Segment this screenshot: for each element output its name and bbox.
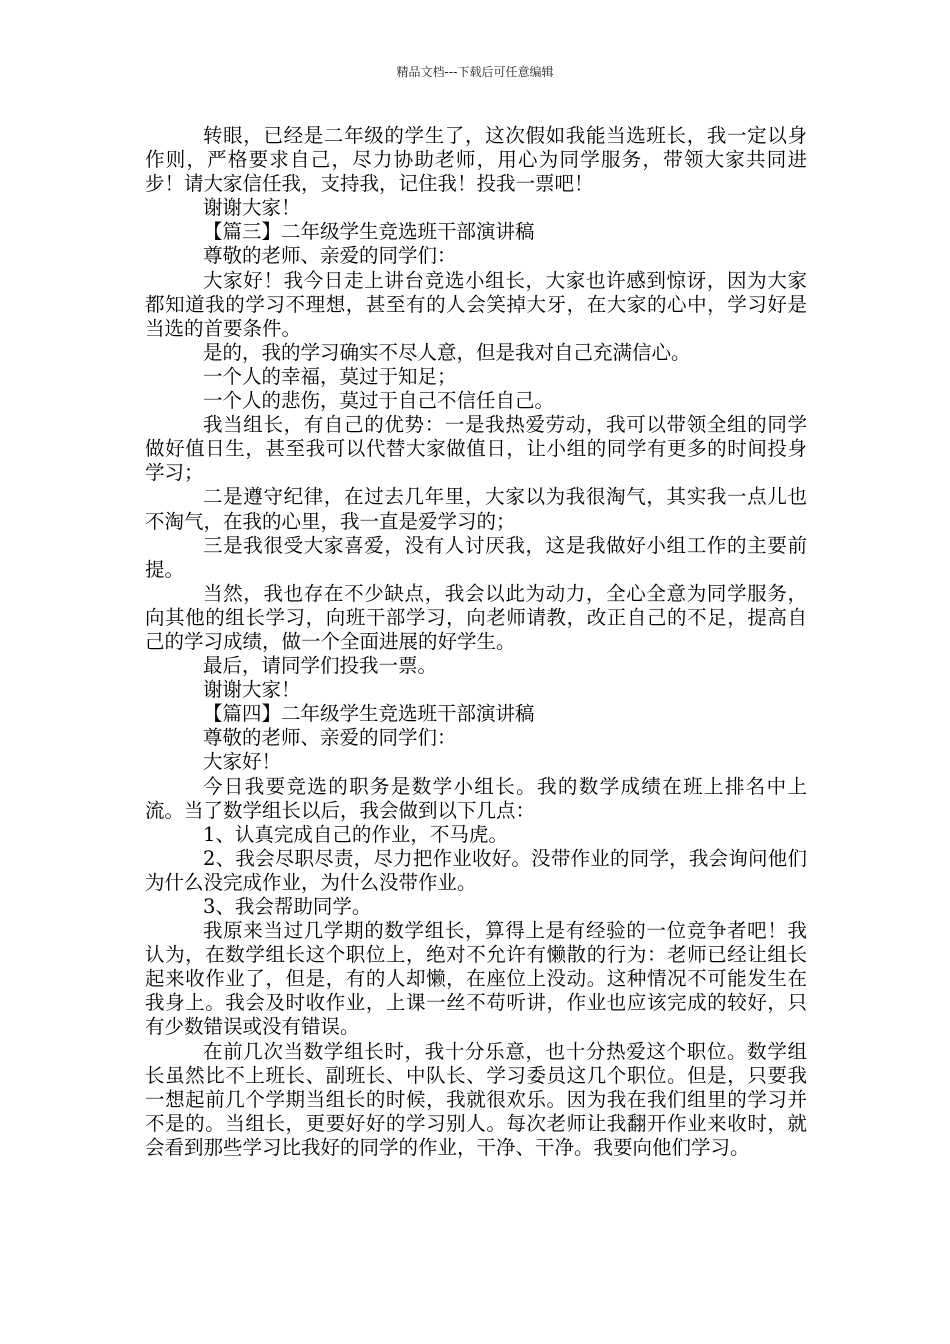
paragraph: 最后，请同学们投我一票。 [203,654,438,678]
paragraph: 一个人的悲伤，莫过于自己不信任自己。 [203,389,555,413]
paragraph: 1、认真完成自己的作业，不马虎。 [203,822,508,846]
paragraph: 三是我很受大家喜爱，没有人讨厌我，这是我做好小组工作的主要前提。 [145,533,807,581]
paragraph: 转眼，已经是二年级的学生了，这次假如我能当选班长，我一定以身作则，严格要求自己，尽力协助老师，用心为同学服务，带领大家共同进步！请大家信任我，支持我，记住我！投我一票吧！ [145,124,807,196]
paragraph: 大家好！我今日走上讲台竞选小组长，大家也许感到惊讶，因为大家都知道我的学习不理想，甚至有的人会笑掉大牙，在大家的心中，学习好是当选的首要条件。 [145,268,807,340]
paragraph: 是的，我的学习确实不尽人意，但是我对自己充满信心。 [203,340,691,364]
paragraph: 【篇三】二年级学生竞选班干部演讲稿 [203,220,535,244]
paragraph: 谢谢大家！ [203,196,301,220]
paragraph: 一个人的幸福，莫过于知足； [203,364,457,388]
paragraph: 当然，我也存在不少缺点，我会以此为动力，全心全意为同学服务，向其他的组长学习，向班干部学习，向老师请教，改正自己的不足，提高自己的学习成绩，做一个全面进展的好学生。 [145,581,807,653]
paragraph: 我原来当过几学期的数学组长，算得上是有经验的一位竞争者吧！我认为，在数学组长这个职位上，绝对不允许有懒散的行为：老师已经让组长起来收作业了，但是，有的人却懒，在座位上没动。这种情况不可能发生在我身上。我会及时收作业，上课一丝不苟听讲，作业也应该完成的较好，只有少数错误或没有错误。 [145,919,807,1039]
paragraph: 2、我会尽职尽责，尽力把作业收好。没带作业的同学，我会询问他们为什么没完成作业，为什么没带作业。 [145,846,807,894]
paragraph: 谢谢大家！ [203,678,301,702]
paragraph: 尊敬的老师、亲爱的同学们： [203,244,457,268]
paragraph: 在前几次当数学组长时，我十分乐意，也十分热爱这个职位。数学组长虽然比不上班长、副班长、中队长、学习委员这几个职位。但是，只要我一想起前几个学期当组长的时候，我就很欢乐。因为我在我们组里的学习并不是的。当组长，更要好好的学习别人。每次老师让我翻开作业来收时，就会看到那些学习比我好的同学的作业，干净、干净。我要向他们学习。 [145,1039,807,1159]
paragraph: 3、我会帮助同学。 [203,895,372,918]
paragraph: 今日我要竞选的职务是数学小组长。我的数学成绩在班上排名中上流。当了数学组长以后，我会做到以下几点： [145,774,807,822]
document-body [145,124,807,1160]
paragraph: 【篇四】二年级学生竞选班干部演讲稿 [203,702,535,726]
paragraph: 大家好！ [203,750,282,774]
paragraph: 尊敬的老师、亲爱的同学们： [203,726,457,750]
paragraph: 二是遵守纪律，在过去几年里，大家以为我很淘气，其实我一点儿也不淘气，在我的心里，我一直是爱学习的； [145,485,807,533]
page-header: 精品文档---下载后可任意编辑 [396,65,554,79]
paragraph: 我当组长，有自己的优势：一是我热爱劳动，我可以带领全组的同学做好值日生，甚至我可以代替大家做值日，让小组的同学有更多的时间投身学习； [145,413,807,485]
